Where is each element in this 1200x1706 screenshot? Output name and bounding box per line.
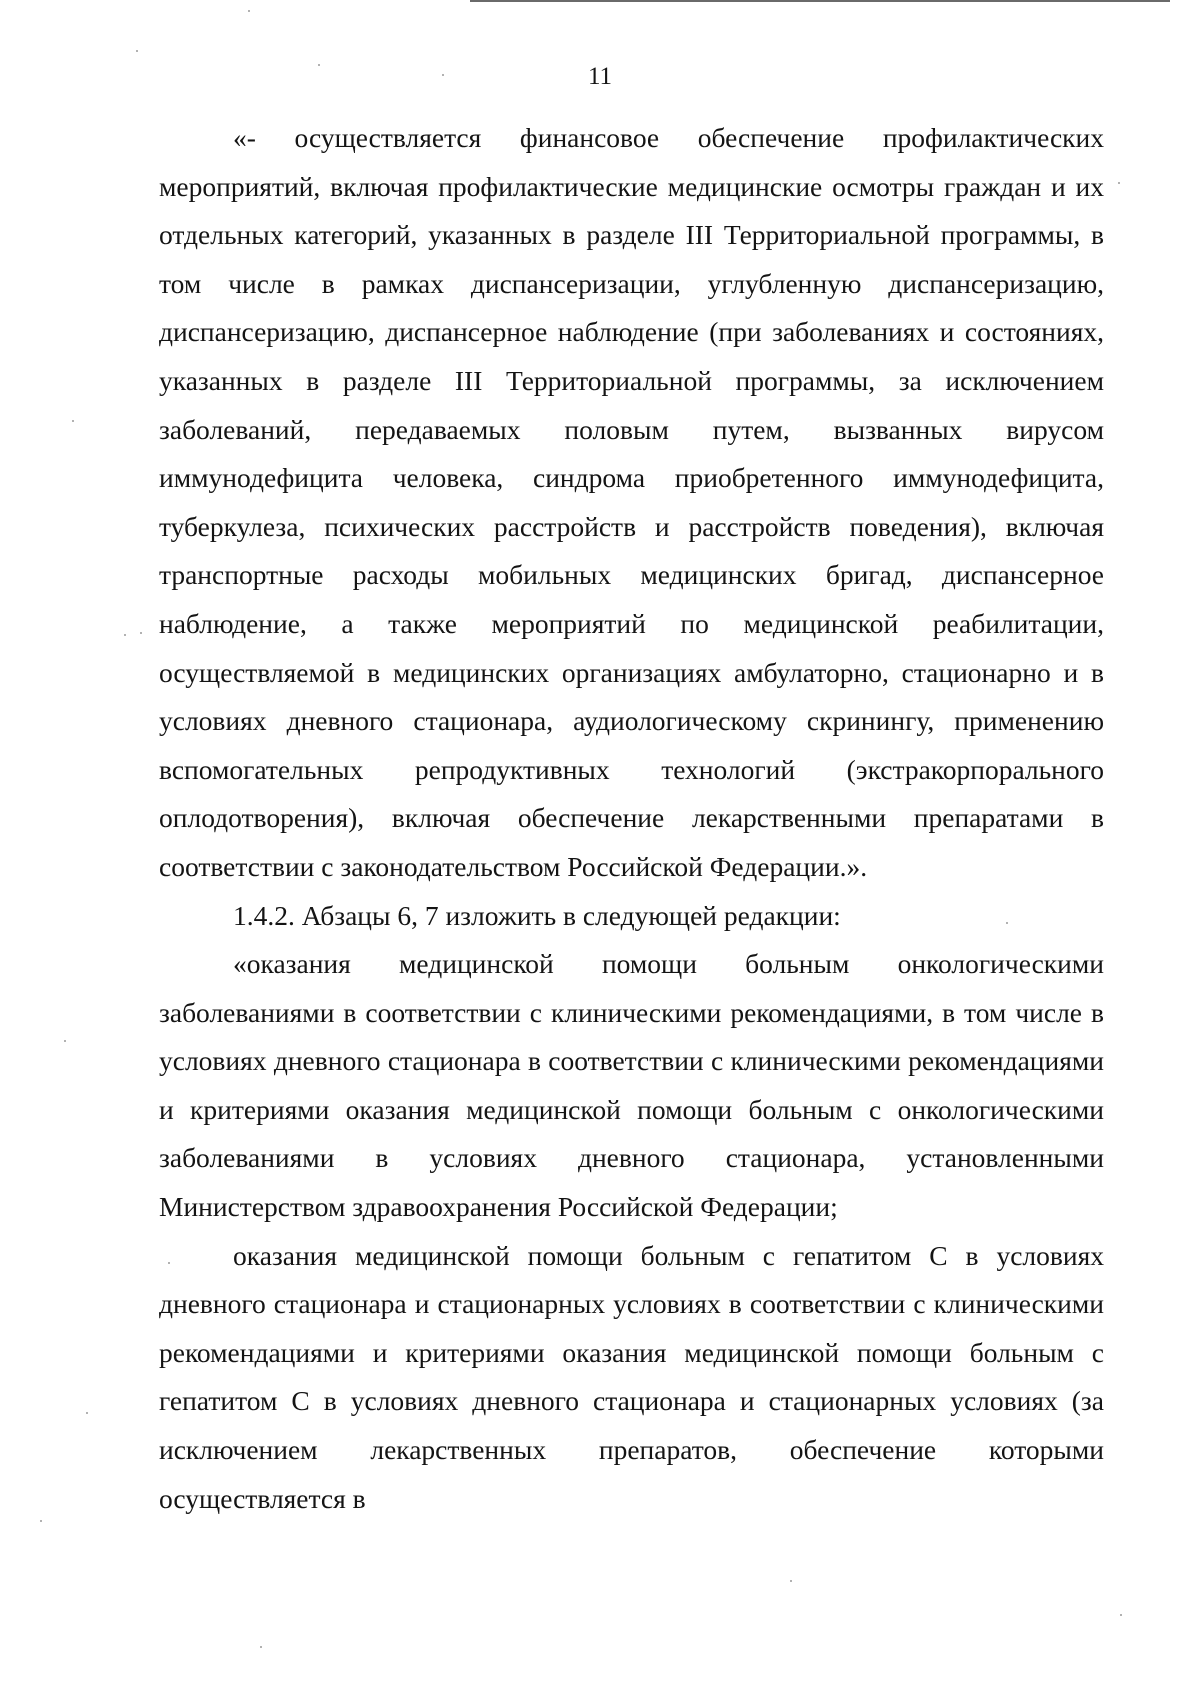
scan-speck [1120,1614,1122,1616]
page-number: 11 [587,63,613,90]
scan-speck [260,1646,262,1648]
paragraph-funding-measures: «- осуществляется финансовое обеспечение профилактических мероприятий, включая профилактические медицинские осмотры граждан и их отдельных категорий, указанных в разделе III Территориальной программы, в том числе в рамках диспансеризации, углубленную диспансеризацию, диспансеризацию, диспансерное наблюдение (при заболеваниях и состояниях, указанных в разделе III Территориальной программы, за исключением заболеваний, передаваемых половым путем, вызванных вирусом иммунодефицита человека, синдрома приобретенного иммунодефицита, туберкулеза, психических расстройств и расстройств поведения), включая транспортные расходы мобильных медицинских бригад, диспансерное наблюдение, а также мероприятий по медицинской реабилитации, осуществляемой в медицинских организациях амбулаторно, стационарно и в условиях дневного стационара, аудиологическому скринингу, применению вспомогательных репродуктивных технологий (экстракорпорального оплодотворения), включая обеспечение лекарственными препаратами в соответствии с законодательством Российской Федерации.». [159,122,1104,882]
scan-speck [318,64,320,66]
scan-speck [124,634,126,636]
document-body [159,114,1104,1523]
scan-speck [72,420,74,422]
scan-speck [136,50,138,52]
scan-speck [248,10,250,12]
scan-speck [790,1580,792,1582]
scan-speck [168,1262,170,1264]
scan-speck [40,1520,42,1522]
scan-speck [1118,182,1120,184]
scan-speck [86,1412,88,1414]
scan-speck [442,74,444,76]
scan-speck [140,632,142,634]
paragraph-hepatitis-care: оказания медицинской помощи больным с гепатитом С в условиях дневного стационара и стационарных условиях в соответствии с клиническими рекомендациями и критериями оказания медицинской помощи больным с гепатитом С в условиях дневного стационара и стационарных условиях (за исключением лекарственных препаратов, обеспечение которыми осуществляется в [159,1239,1104,1514]
paragraph-amendment-heading: 1.4.2. Абзацы 6, 7 изложить в следующей редакции: [233,899,841,931]
scan-speck [1006,922,1008,924]
scan-top-edge [470,0,1170,2]
paragraph-oncology-care: «оказания медицинской помощи больным онкологическими заболеваниями в соответствии с клиническими рекомендациями, в том числе в условиях дневного стационара в соответствии с клиническими рекомендациями и критериями оказания медицинской помощи больным с онкологическими заболеваниями в условиях дневного стационара, установленными Министерством здравоохранения Российской Федерации; [159,948,1104,1223]
scan-speck [64,1040,66,1042]
